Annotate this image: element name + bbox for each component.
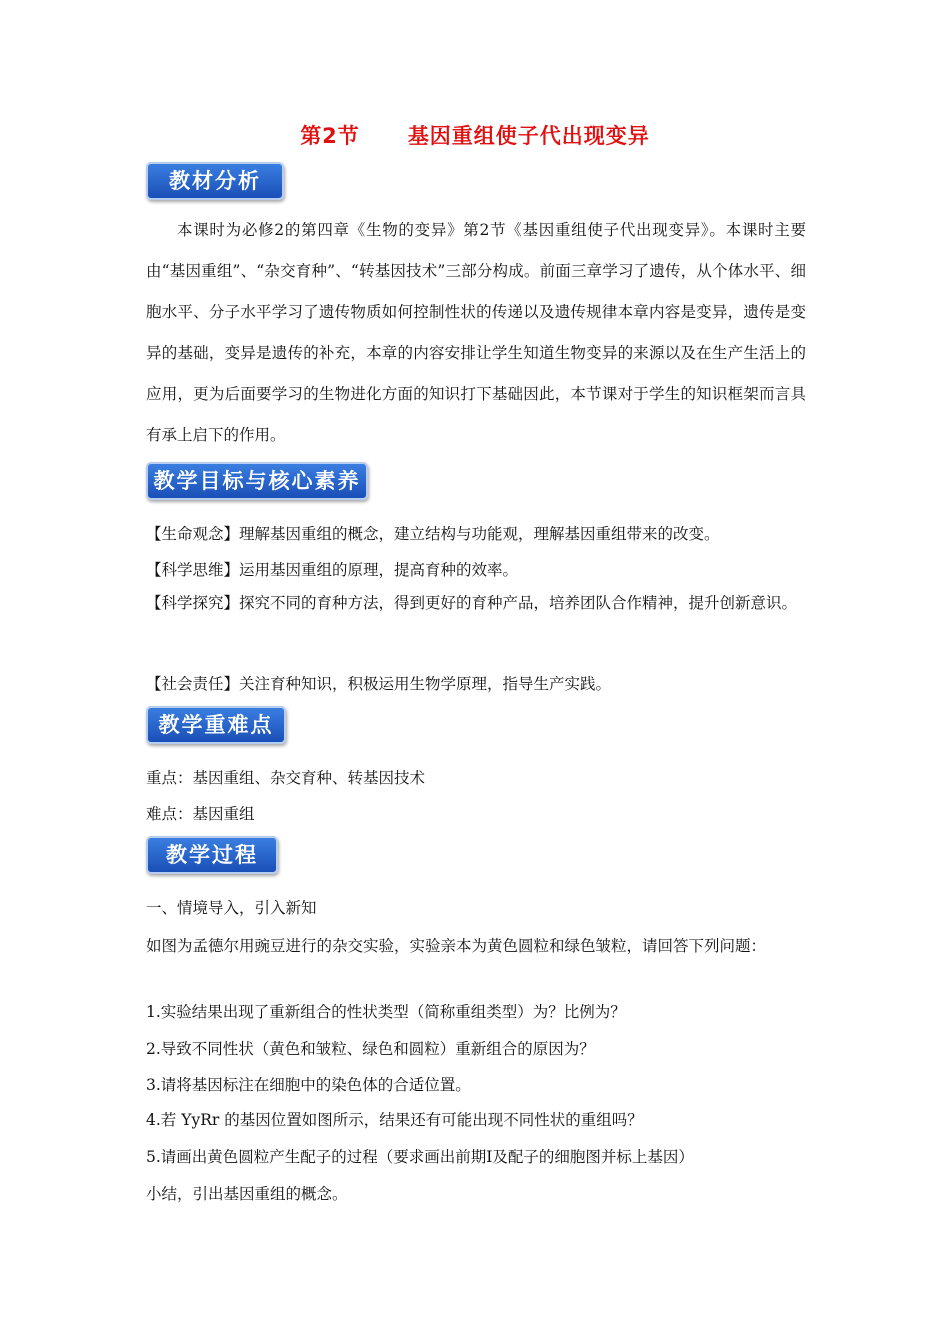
question-3: 3.请将基因标注在细胞中的染色体的合适位置。: [146, 1076, 471, 1094]
question-1: 1.实验结果出现了重新组合的性状类型（简称重组类型）为？比例为？: [146, 1003, 626, 1021]
goal-life-concept: 【生命观念】理解基因重组的概念，建立结构与功能观，理解基因重组带来的改变。: [146, 525, 720, 543]
question-5: 5.请画出黄色圆粒产生配子的过程（要求画出前期Ⅰ及配子的细胞图并标上基因）: [146, 1148, 694, 1166]
question-4: 4.若 YyRr 的基因位置如图所示，结果还有可能出现不同性状的重组吗？: [146, 1111, 643, 1129]
key-point-important: 重点：基因重组、杂交育种、转基因技术: [146, 769, 426, 787]
process-summary: 小结，引出基因重组的概念。: [146, 1185, 348, 1203]
section-number: 第2节: [300, 124, 360, 148]
analysis-paragraph: 本课时为必修2的第四章《生物的变异》第2节《基因重组使子代出现变异》。本课时主要由“基因重组”、“杂交育种”、“转基因技术”三部分构成。前面三章学习了遗传，从个体水平、细胞水平、分子水平学习了遗传物质如何控制性状的传递以及遗传规律本章内容是变异，遗传是变异的基础，变异是遗传的补充，本章的内容安排让学生知道生物变异的来源以及在生产生活上的应用，更为后面要学习的生物进化方面的知识打下基础因此，本节课对于学生的知识框架而言具有承上启下的作用。: [146, 221, 806, 444]
key-point-difficult: 难点：基因重组: [146, 805, 255, 823]
heading-key-points: 教学重难点: [146, 706, 286, 744]
question-2: 2.导致不同性状（黄色和皱粒、绿色和圆粒）重新组合的原因为？: [146, 1040, 595, 1058]
process-intro: 如图为孟德尔用豌豆进行的杂交实验，实验亲本为黄色圆粒和绿色皱粒，请回答下列问题：: [146, 937, 767, 955]
section-name: 基因重组使子代出现变异: [407, 124, 650, 148]
page-title: [0, 120, 950, 150]
goal-scientific-inquiry: 【科学探究】探究不同的育种方法，得到更好的育种产品，培养团队合作精神，提升创新意识。: [146, 594, 798, 612]
goal-scientific-thinking: 【科学思维】运用基因重组的原理，提高育种的效率。: [146, 561, 519, 579]
heading-analysis: 教材分析: [146, 162, 284, 200]
heading-goals: 教学目标与核心素养: [146, 462, 368, 500]
heading-process: 教学过程: [146, 836, 278, 874]
goal-social-responsibility: 【社会责任】关注育种知识，积极运用生物学原理，指导生产实践。: [146, 675, 612, 693]
process-step-1: 一、情境导入，引入新知: [146, 899, 317, 917]
